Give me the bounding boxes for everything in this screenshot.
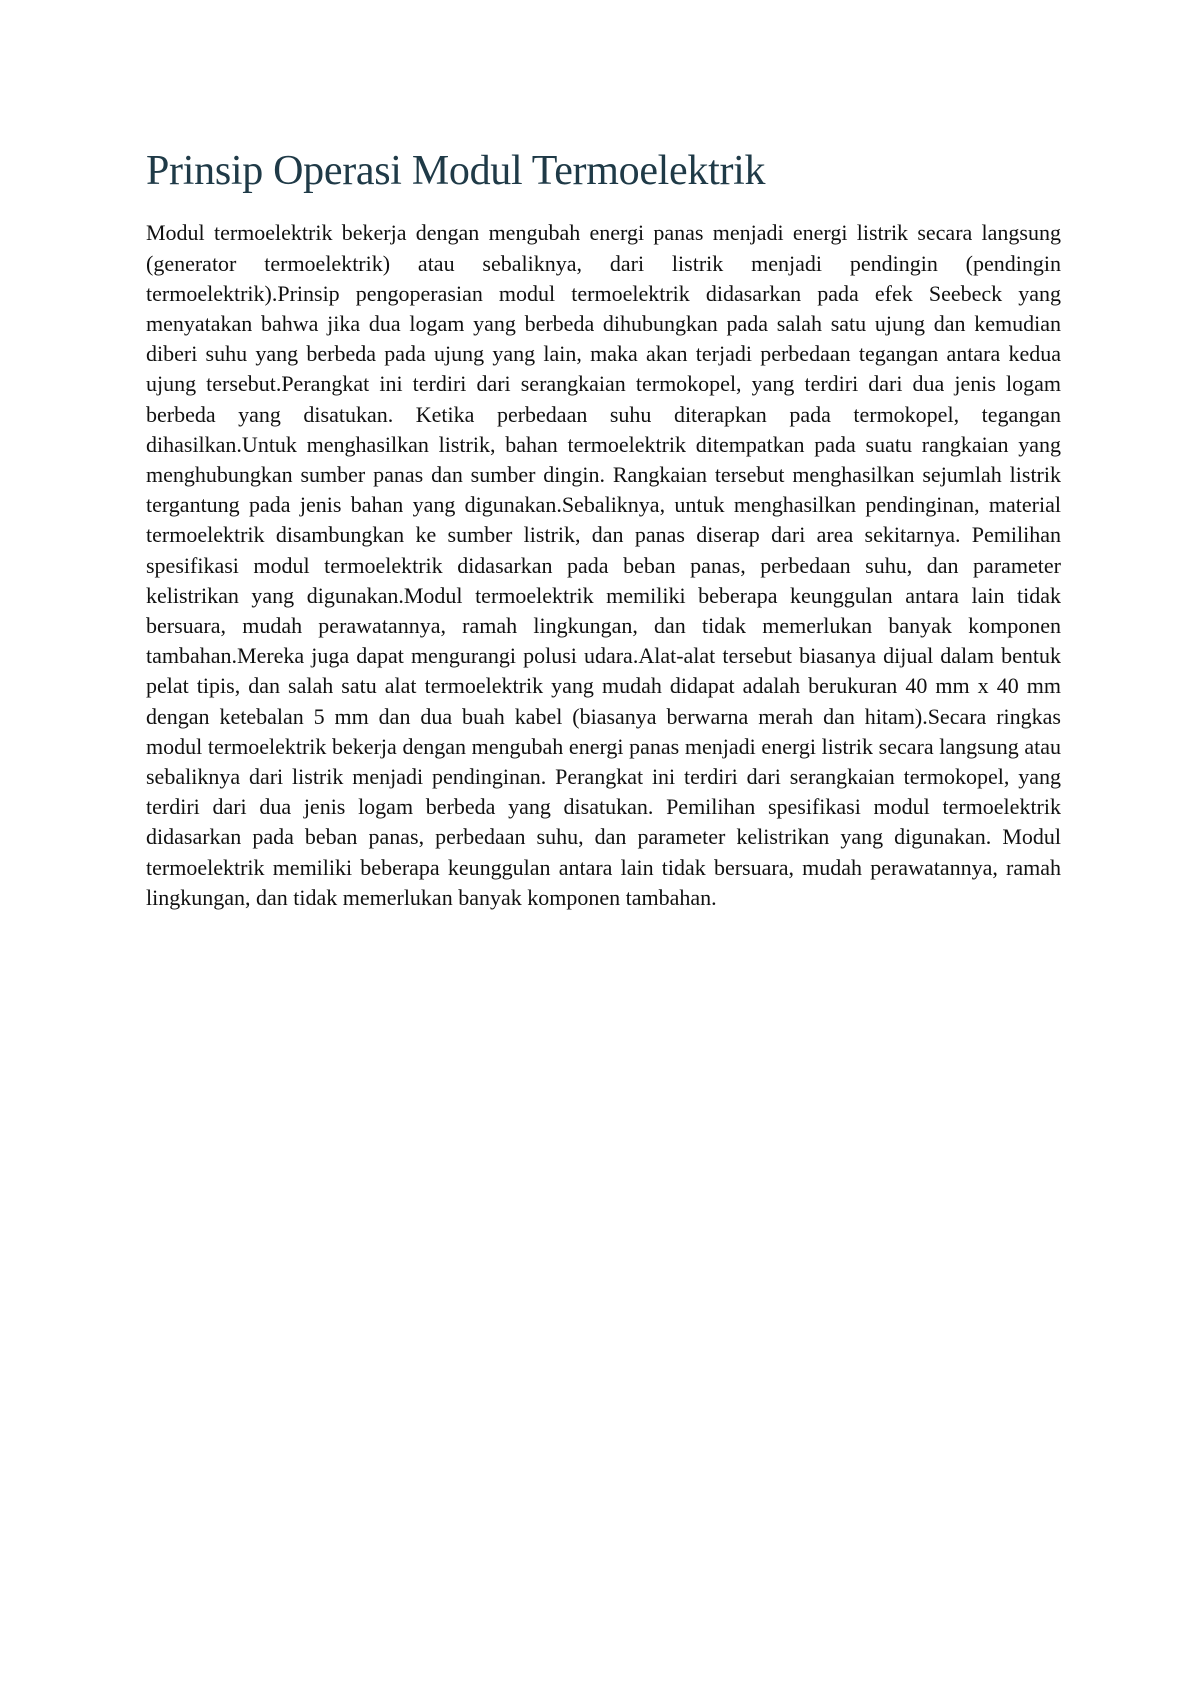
document-content (146, 146, 1061, 913)
body-paragraph: Modul termoelektrik bekerja dengan mengubah energi panas menjadi energi listrik secara langsung (generator termoelektrik) atau sebaliknya, dari listrik menjadi pendingin (pendingin termoelektrik).Prinsip pengoperasian modul termoelektrik didasarkan pada efek Seebeck yang menyatakan bahwa jika dua logam yang berbeda dihubungkan pada salah satu ujung dan kemudian diberi suhu yang berbeda pada ujung yang lain, maka akan terjadi perbedaan tegangan antara kedua ujung tersebut.Perangkat ini terdiri dari serangkaian termokopel, yang terdiri dari dua jenis logam berbeda yang disatukan. Ketika perbedaan suhu diterapkan pada termokopel, tegangan dihasilkan.Untuk menghasilkan listrik, bahan termoelektrik ditempatkan pada suatu rangkaian yang menghubungkan sumber panas dan sumber dingin. Rangkaian tersebut menghasilkan sejumlah listrik tergantung pada jenis bahan yang digunakan.Sebaliknya, untuk menghasilkan pendinginan, material termoelektrik disambungkan ke sumber listrik, dan panas diserap dari area sekitarnya. Pemilihan spesifikasi modul termoelektrik didasarkan pada beban panas, perbedaan suhu, dan parameter kelistrikan yang digunakan.Modul termoelektrik memiliki beberapa keunggulan antara lain tidak bersuara, mudah perawatannya, ramah lingkungan, dan tidak memerlukan banyak komponen tambahan.Mereka juga dapat mengurangi polusi udara.Alat-alat tersebut biasanya dijual dalam bentuk pelat tipis, dan salah satu alat termoelektrik yang mudah didapat adalah berukuran 40 mm x 40 mm dengan ketebalan 5 mm dan dua buah kabel (biasanya berwarna merah dan hitam).Secara ringkas modul termoelektrik bekerja dengan mengubah energi panas menjadi energi listrik secara langsung atau sebaliknya dari listrik menjadi pendinginan. Perangkat ini terdiri dari serangkaian termokopel, yang terdiri dari dua jenis logam berbeda yang disatukan. Pemilihan spesifikasi modul termoelektrik didasarkan pada beban panas, perbedaan suhu, dan parameter kelistrikan yang digunakan. Modul termoelektrik memiliki beberapa keunggulan antara lain tidak bersuara, mudah perawatannya, ramah lingkungan, dan tidak memerlukan banyak komponen tambahan. (146, 220, 1061, 910)
document-title: Prinsip Operasi Modul Termoelektrik (146, 148, 766, 194)
